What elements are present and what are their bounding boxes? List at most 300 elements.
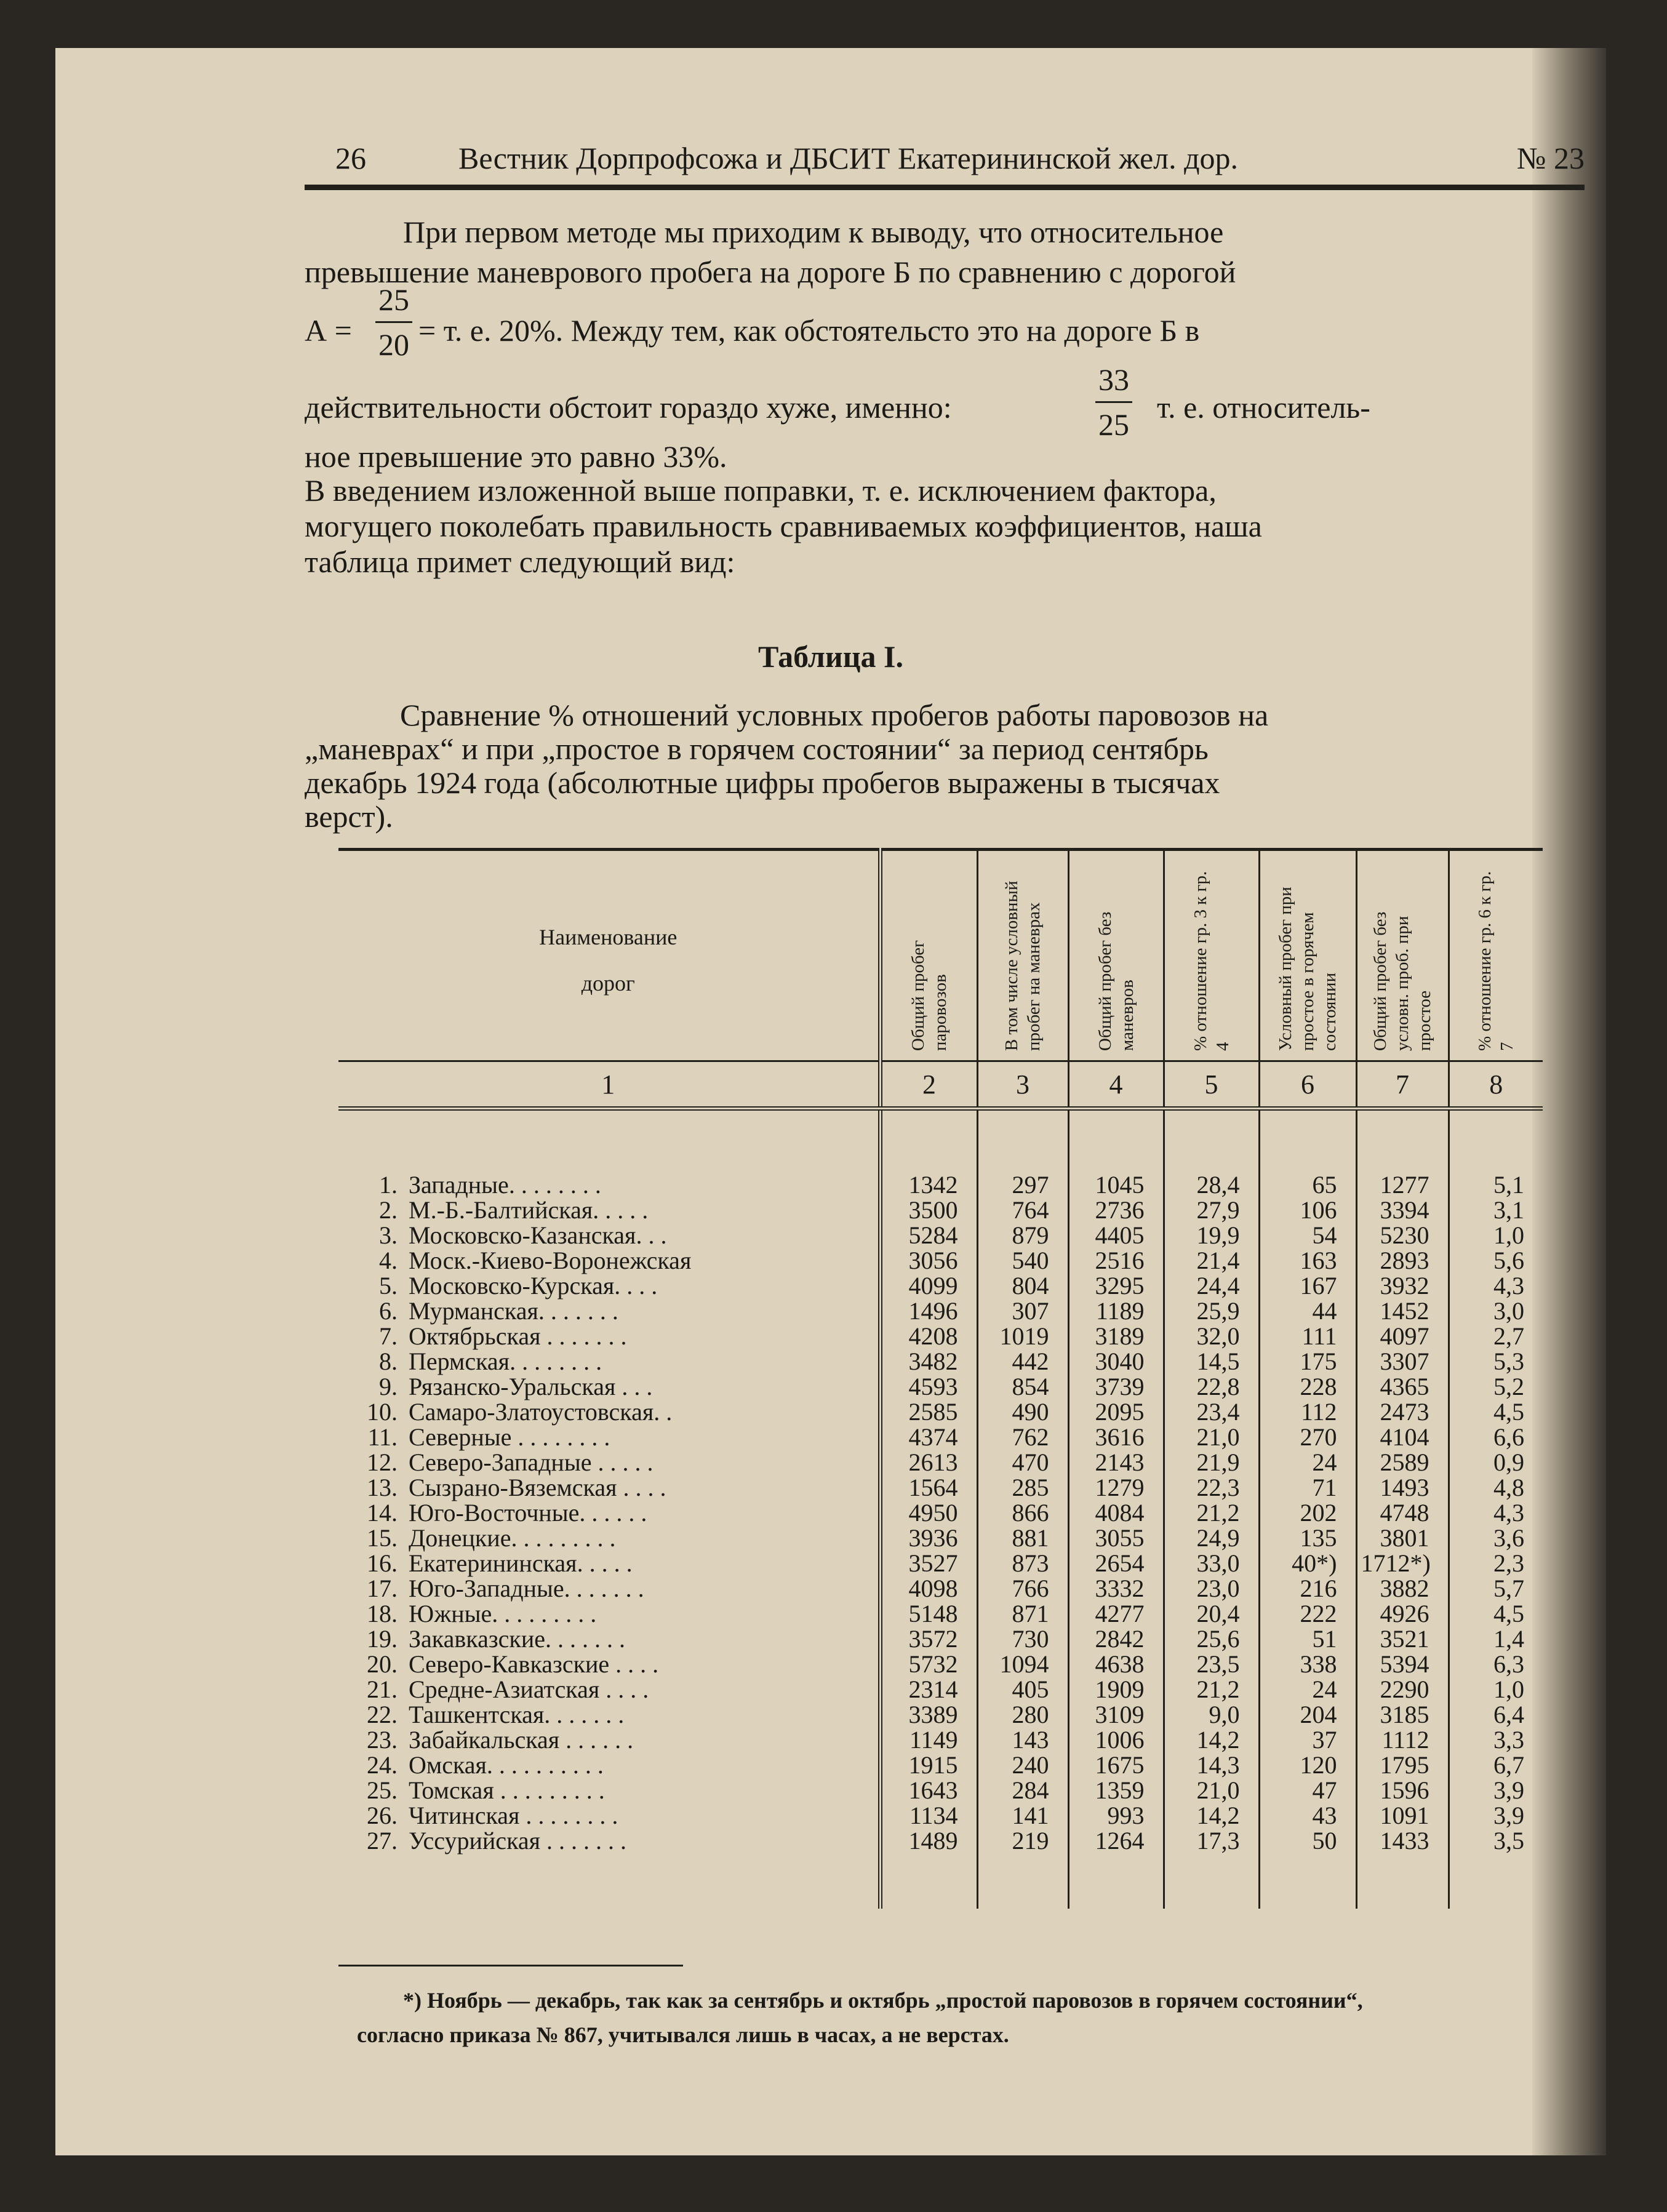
value-cell-col-7: 2473 — [1356, 1399, 1449, 1424]
value-cell-col-8: 5,3 — [1449, 1349, 1543, 1374]
value-cell-col-6: 228 — [1259, 1374, 1356, 1399]
fraction-denominator: 25 — [1098, 407, 1129, 442]
row-number: 4. — [379, 1247, 398, 1274]
table-row — [338, 1752, 1543, 1778]
value-cell-col-4: 3189 — [1068, 1324, 1164, 1349]
caption-line4: верст). — [305, 799, 393, 834]
road-name-cell — [338, 1752, 880, 1778]
value-cell-col-3: 240 — [977, 1752, 1068, 1778]
value-cell-col-5: 23,4 — [1164, 1399, 1259, 1424]
value-cell-col-3: 804 — [977, 1273, 1068, 1298]
road-name-cell — [338, 1248, 880, 1273]
value-cell-col-4: 2654 — [1068, 1551, 1164, 1576]
para1-line3-suffix: = т. е. 20%. Между тем, как обстоятельсто это на дороге Б в — [418, 313, 1200, 348]
value-cell-col-3: 442 — [977, 1349, 1068, 1374]
value-cell-col-2: 5732 — [880, 1651, 977, 1677]
table-row — [338, 1475, 1543, 1500]
road-name: Донецкие. . . . . . . . . — [409, 1524, 616, 1552]
row-number: 23. — [367, 1726, 398, 1754]
table-row — [338, 1223, 1543, 1248]
road-name: Московско-Курская. . . . — [409, 1272, 658, 1300]
table-row — [338, 1374, 1543, 1399]
value-cell-col-4: 1359 — [1068, 1778, 1164, 1803]
road-name: Юго-Западные. . . . . . . — [409, 1575, 644, 1602]
value-cell-col-8: 6,6 — [1449, 1424, 1543, 1450]
value-cell-col-5: 22,3 — [1164, 1475, 1259, 1500]
value-cell-col-2: 2613 — [880, 1450, 977, 1475]
row-number: 21. — [367, 1675, 398, 1703]
row-number: 8. — [379, 1348, 398, 1375]
road-name-cell — [338, 1450, 880, 1475]
col-number: 1 — [338, 1061, 880, 1109]
table-row — [338, 1626, 1543, 1651]
row-number: 15. — [367, 1524, 398, 1552]
value-cell-col-5: 24,4 — [1164, 1273, 1259, 1298]
value-cell-col-3: 764 — [977, 1197, 1068, 1223]
value-cell-col-8: 5,7 — [1449, 1576, 1543, 1601]
para1-line4-prefix: действительности обстоит гораздо хуже, именно: — [305, 390, 952, 425]
road-name-cell — [338, 1702, 880, 1727]
value-cell-col-2: 3056 — [880, 1248, 977, 1273]
value-cell-col-6: 65 — [1259, 1172, 1356, 1197]
value-cell-col-5: 25,9 — [1164, 1298, 1259, 1324]
road-name: Томская . . . . . . . . . — [409, 1776, 605, 1804]
value-cell-col-8: 3,3 — [1449, 1727, 1543, 1752]
col-number: 6 — [1259, 1061, 1356, 1109]
value-cell-col-4: 1045 — [1068, 1172, 1164, 1197]
table-spacer — [338, 1853, 1543, 1909]
row-number: 27. — [367, 1827, 398, 1855]
value-cell-col-2: 3389 — [880, 1702, 977, 1727]
issue-number: № 23 — [1516, 141, 1585, 175]
footnote-line1: *) Ноябрь — декабрь, так как за сентябрь и октябрь „простой паровозов в горячем состоянии“, — [403, 1988, 1363, 2013]
value-cell-col-7: 1091 — [1356, 1803, 1449, 1828]
value-cell-col-2: 2585 — [880, 1399, 977, 1424]
page-spine-shadow — [1532, 48, 1606, 2155]
value-cell-col-5: 25,6 — [1164, 1626, 1259, 1651]
road-name-cell — [338, 1828, 880, 1853]
col-number: 5 — [1164, 1061, 1259, 1109]
row-number: 10. — [367, 1398, 398, 1426]
caption-line3: декабрь 1924 года (абсолютные цифры пробегов выражены в тысячах — [305, 765, 1220, 800]
table-row — [338, 1500, 1543, 1525]
value-cell-col-3: 297 — [977, 1172, 1068, 1197]
road-name: Октябрьская . . . . . . . — [409, 1322, 627, 1350]
row-number: 24. — [367, 1751, 398, 1779]
table-row — [338, 1576, 1543, 1601]
road-name-cell — [338, 1551, 880, 1576]
value-cell-col-6: 175 — [1259, 1349, 1356, 1374]
value-cell-col-5: 21,2 — [1164, 1500, 1259, 1525]
road-name: Екатерининская. . . . . — [409, 1549, 633, 1577]
value-cell-col-4: 1264 — [1068, 1828, 1164, 1853]
value-cell-col-7: 3394 — [1356, 1197, 1449, 1223]
road-name: Омская. . . . . . . . . . — [409, 1751, 604, 1779]
para1-line4-suffix: т. е. относитель- — [1157, 390, 1370, 425]
value-cell-col-4: 3109 — [1068, 1702, 1164, 1727]
value-cell-col-6: 202 — [1259, 1500, 1356, 1525]
value-cell-col-4: 1279 — [1068, 1475, 1164, 1500]
header-name-line1: Наименование — [539, 925, 678, 949]
value-cell-col-3: 540 — [977, 1248, 1068, 1273]
value-cell-col-2: 4208 — [880, 1324, 977, 1349]
road-name: Северо-Западные . . . . . — [409, 1448, 654, 1476]
value-cell-col-8: 6,3 — [1449, 1651, 1543, 1677]
column-number-row — [338, 1061, 1543, 1109]
para2-line3: таблица примет следующий вид: — [305, 545, 735, 579]
value-cell-col-5: 17,3 — [1164, 1828, 1259, 1853]
table-row — [338, 1172, 1543, 1197]
road-name-cell — [338, 1324, 880, 1349]
value-cell-col-2: 1489 — [880, 1828, 977, 1853]
book-page — [55, 48, 1606, 2155]
value-cell-col-8: 6,7 — [1449, 1752, 1543, 1778]
value-cell-col-6: 106 — [1259, 1197, 1356, 1223]
value-cell-col-5: 20,4 — [1164, 1601, 1259, 1626]
row-number: 14. — [367, 1499, 398, 1527]
value-cell-col-5: 23,5 — [1164, 1651, 1259, 1677]
value-cell-col-4: 1006 — [1068, 1727, 1164, 1752]
col-number: 7 — [1356, 1061, 1449, 1109]
road-name: Забайкальская . . . . . . — [409, 1726, 634, 1754]
table-row — [338, 1651, 1543, 1677]
value-cell-col-6: 50 — [1259, 1828, 1356, 1853]
value-cell-col-7: 1433 — [1356, 1828, 1449, 1853]
row-number: 5. — [379, 1272, 398, 1300]
road-name-cell — [338, 1778, 880, 1803]
row-number: 12. — [367, 1448, 398, 1476]
value-cell-col-3: 490 — [977, 1399, 1068, 1424]
value-cell-col-5: 23,0 — [1164, 1576, 1259, 1601]
road-name: Северные . . . . . . . . — [409, 1423, 610, 1451]
value-cell-col-5: 21,0 — [1164, 1778, 1259, 1803]
value-cell-col-6: 40*) — [1259, 1551, 1356, 1576]
value-cell-col-7: 4748 — [1356, 1500, 1449, 1525]
road-name-cell — [338, 1223, 880, 1248]
road-name: Мурманская. . . . . . . — [409, 1297, 618, 1325]
value-cell-col-6: 120 — [1259, 1752, 1356, 1778]
value-cell-col-5: 27,9 — [1164, 1197, 1259, 1223]
value-cell-col-3: 280 — [977, 1702, 1068, 1727]
road-name: Западные. . . . . . . . — [409, 1171, 601, 1199]
value-cell-col-7: 1493 — [1356, 1475, 1449, 1500]
road-name-cell — [338, 1273, 880, 1298]
value-cell-col-4: 2736 — [1068, 1197, 1164, 1223]
value-cell-col-5: 21,4 — [1164, 1248, 1259, 1273]
footnote-rule — [338, 1965, 683, 1966]
road-name: Северо-Кавказские . . . . — [409, 1650, 659, 1678]
header-col-7: Общий пробег без условн. проб. при простое — [1356, 850, 1449, 1061]
road-name-cell — [338, 1626, 880, 1651]
value-cell-col-8: 4,5 — [1449, 1601, 1543, 1626]
value-cell-col-4: 3332 — [1068, 1576, 1164, 1601]
value-cell-col-2: 3936 — [880, 1525, 977, 1551]
value-cell-col-7: 1452 — [1356, 1298, 1449, 1324]
row-number: 3. — [379, 1221, 398, 1249]
value-cell-col-8: 2,7 — [1449, 1324, 1543, 1349]
value-cell-col-4: 4084 — [1068, 1500, 1164, 1525]
header-col-4: Общий пробег без маневров — [1068, 850, 1164, 1061]
value-cell-col-6: 135 — [1259, 1525, 1356, 1551]
road-name-cell — [338, 1197, 880, 1223]
journal-title: Вестник Дорпрофсожа и ДБСИТ Екатерининской жел. дор. — [458, 141, 1239, 175]
row-number: 26. — [367, 1802, 398, 1829]
value-cell-col-4: 4277 — [1068, 1601, 1164, 1626]
value-cell-col-6: 112 — [1259, 1399, 1356, 1424]
road-name-cell — [338, 1803, 880, 1828]
row-number: 7. — [379, 1322, 398, 1350]
road-name-cell — [338, 1374, 880, 1399]
value-cell-col-4: 2095 — [1068, 1399, 1164, 1424]
value-cell-col-5: 28,4 — [1164, 1172, 1259, 1197]
value-cell-col-8: 1,0 — [1449, 1677, 1543, 1702]
value-cell-col-2: 1564 — [880, 1475, 977, 1500]
value-cell-col-6: 43 — [1259, 1803, 1356, 1828]
value-cell-col-3: 284 — [977, 1778, 1068, 1803]
caption-line2: „маневрах“ и при „простое в горячем состоянии“ за период сентябрь — [305, 732, 1209, 766]
value-cell-col-5: 24,9 — [1164, 1525, 1259, 1551]
value-cell-col-7: 4104 — [1356, 1424, 1449, 1450]
row-number: 17. — [367, 1575, 398, 1602]
table-row — [338, 1424, 1543, 1450]
table-row — [338, 1601, 1543, 1626]
value-cell-col-7: 3307 — [1356, 1349, 1449, 1374]
value-cell-col-7: 5394 — [1356, 1651, 1449, 1677]
fraction-25-20 — [375, 282, 412, 362]
table-row — [338, 1727, 1543, 1752]
value-cell-col-5: 19,9 — [1164, 1223, 1259, 1248]
value-cell-col-3: 762 — [977, 1424, 1068, 1450]
value-cell-col-7: 4097 — [1356, 1324, 1449, 1349]
value-cell-col-8: 4,8 — [1449, 1475, 1543, 1500]
value-cell-col-8: 5,6 — [1449, 1248, 1543, 1273]
road-name-cell — [338, 1677, 880, 1702]
value-cell-col-4: 1909 — [1068, 1677, 1164, 1702]
value-cell-col-6: 54 — [1259, 1223, 1356, 1248]
value-cell-col-6: 204 — [1259, 1702, 1356, 1727]
fraction-bar — [375, 321, 412, 323]
table-row — [338, 1778, 1543, 1803]
row-number: 9. — [379, 1373, 398, 1400]
value-cell-col-6: 216 — [1259, 1576, 1356, 1601]
value-cell-col-2: 1915 — [880, 1752, 977, 1778]
road-name: Моск.-Киево-Воронежская — [409, 1247, 692, 1274]
row-number: 16. — [367, 1549, 398, 1577]
table-row — [338, 1349, 1543, 1374]
value-cell-col-6: 51 — [1259, 1626, 1356, 1651]
road-name: Пермская. . . . . . . . — [409, 1348, 602, 1375]
value-cell-col-6: 167 — [1259, 1273, 1356, 1298]
value-cell-col-7: 1795 — [1356, 1752, 1449, 1778]
fraction-33-25 — [1095, 362, 1132, 442]
table-row — [338, 1273, 1543, 1298]
value-cell-col-3: 866 — [977, 1500, 1068, 1525]
row-number: 25. — [367, 1776, 398, 1804]
value-cell-col-4: 3040 — [1068, 1349, 1164, 1374]
table-row — [338, 1324, 1543, 1349]
row-number: 19. — [367, 1625, 398, 1653]
value-cell-col-7: 1712*) — [1356, 1551, 1449, 1576]
col-number: 3 — [977, 1061, 1068, 1109]
value-cell-col-4: 3295 — [1068, 1273, 1164, 1298]
value-cell-col-5: 32,0 — [1164, 1324, 1259, 1349]
row-number: 22. — [367, 1701, 398, 1728]
value-cell-col-3: 285 — [977, 1475, 1068, 1500]
value-cell-col-4: 3616 — [1068, 1424, 1164, 1450]
header-col-8: % отношение гр. 6 к гр. 7 — [1449, 850, 1543, 1061]
value-cell-col-8: 0,9 — [1449, 1450, 1543, 1475]
row-number: 2. — [379, 1196, 398, 1224]
value-cell-col-7: 4926 — [1356, 1601, 1449, 1626]
value-cell-col-8: 4,5 — [1449, 1399, 1543, 1424]
value-cell-col-7: 3185 — [1356, 1702, 1449, 1727]
value-cell-col-2: 1342 — [880, 1172, 977, 1197]
row-number: 13. — [367, 1474, 398, 1501]
value-cell-col-3: 879 — [977, 1223, 1068, 1248]
value-cell-col-4: 2842 — [1068, 1626, 1164, 1651]
para1-line1: При первом методе мы приходим к выводу, что относительное — [403, 215, 1224, 249]
value-cell-col-3: 219 — [977, 1828, 1068, 1853]
road-name-cell — [338, 1727, 880, 1752]
value-cell-col-7: 5230 — [1356, 1223, 1449, 1248]
value-cell-col-2: 4593 — [880, 1374, 977, 1399]
road-name: Юго-Восточные. . . . . . — [409, 1499, 647, 1527]
value-cell-col-8: 3,0 — [1449, 1298, 1543, 1324]
table-row — [338, 1551, 1543, 1576]
value-cell-col-5: 21,9 — [1164, 1450, 1259, 1475]
fraction-numerator: 33 — [1098, 362, 1129, 397]
road-name-cell — [338, 1500, 880, 1525]
table-row — [338, 1702, 1543, 1727]
value-cell-col-4: 1189 — [1068, 1298, 1164, 1324]
value-cell-col-2: 4374 — [880, 1424, 977, 1450]
value-cell-col-4: 4638 — [1068, 1651, 1164, 1677]
value-cell-col-4: 2143 — [1068, 1450, 1164, 1475]
road-name: Средне-Азиатская . . . . — [409, 1675, 649, 1703]
header-rule — [305, 185, 1585, 190]
road-name-cell — [338, 1601, 880, 1626]
value-cell-col-8: 5,1 — [1449, 1172, 1543, 1197]
table-row — [338, 1248, 1543, 1273]
value-cell-col-2: 3500 — [880, 1197, 977, 1223]
value-cell-col-7: 2589 — [1356, 1450, 1449, 1475]
value-cell-col-8: 3,9 — [1449, 1803, 1543, 1828]
para1-line5: ное превышение это равно 33%. — [305, 439, 727, 474]
caption-line1: Сравнение % отношений условных пробегов работы паровозов на — [400, 698, 1269, 732]
value-cell-col-2: 4950 — [880, 1500, 977, 1525]
table-row — [338, 1197, 1543, 1223]
value-cell-col-3: 873 — [977, 1551, 1068, 1576]
value-cell-col-2: 3527 — [880, 1551, 977, 1576]
value-cell-col-2: 1643 — [880, 1778, 977, 1803]
road-name-cell — [338, 1172, 880, 1197]
table-row — [338, 1828, 1543, 1853]
col-number: 2 — [880, 1061, 977, 1109]
table-row — [338, 1677, 1543, 1702]
value-cell-col-8: 4,3 — [1449, 1273, 1543, 1298]
value-cell-col-2: 4098 — [880, 1576, 977, 1601]
row-number: 11. — [367, 1423, 398, 1451]
road-name: Закавказские. . . . . . . — [409, 1625, 625, 1653]
table-row — [338, 1803, 1543, 1828]
fraction-numerator: 25 — [378, 282, 409, 317]
value-cell-col-7: 2893 — [1356, 1248, 1449, 1273]
table-title: Таблица I. — [758, 639, 903, 674]
value-cell-col-3: 730 — [977, 1626, 1068, 1651]
header-col-6: Условный пробег при простое в горячем состоянии — [1259, 850, 1356, 1061]
road-name: Московско-Казанская. . . — [409, 1221, 667, 1249]
road-name: М.-Б.-Балтийская. . . . . — [409, 1196, 649, 1224]
value-cell-col-8: 1,0 — [1449, 1223, 1543, 1248]
value-cell-col-2: 3482 — [880, 1349, 977, 1374]
value-cell-col-8: 3,5 — [1449, 1828, 1543, 1853]
road-name: Самаро-Златоустовская. . — [409, 1398, 673, 1426]
value-cell-col-7: 3932 — [1356, 1273, 1449, 1298]
header-col-5: % отношение гр. 3 к гр. 4 — [1164, 850, 1259, 1061]
value-cell-col-2: 3572 — [880, 1626, 977, 1651]
para1-line2: превышение маневрового пробега на дороге Б по сравнению с дорогой — [305, 255, 1236, 289]
table-row — [338, 1298, 1543, 1324]
road-name-cell — [338, 1475, 880, 1500]
value-cell-col-6: 163 — [1259, 1248, 1356, 1273]
value-cell-col-7: 3801 — [1356, 1525, 1449, 1551]
value-cell-col-4: 4405 — [1068, 1223, 1164, 1248]
value-cell-col-7: 1112 — [1356, 1727, 1449, 1752]
road-name-cell — [338, 1651, 880, 1677]
value-cell-col-3: 1019 — [977, 1324, 1068, 1349]
value-cell-col-8: 3,9 — [1449, 1778, 1543, 1803]
value-cell-col-3: 854 — [977, 1374, 1068, 1399]
value-cell-col-8: 6,4 — [1449, 1702, 1543, 1727]
para2-line2: могущего поколебать правильность сравниваемых коэффициентов, наша — [305, 509, 1262, 543]
col-number: 4 — [1068, 1061, 1164, 1109]
table-row — [338, 1525, 1543, 1551]
value-cell-col-7: 3521 — [1356, 1626, 1449, 1651]
row-number: 6. — [379, 1297, 398, 1325]
value-cell-col-8: 1,4 — [1449, 1626, 1543, 1651]
value-cell-col-6: 222 — [1259, 1601, 1356, 1626]
value-cell-col-4: 1675 — [1068, 1752, 1164, 1778]
value-cell-col-5: 14,2 — [1164, 1803, 1259, 1828]
value-cell-col-8: 2,3 — [1449, 1551, 1543, 1576]
value-cell-col-4: 993 — [1068, 1803, 1164, 1828]
value-cell-col-8: 4,3 — [1449, 1500, 1543, 1525]
value-cell-col-3: 307 — [977, 1298, 1068, 1324]
road-name-cell — [338, 1576, 880, 1601]
value-cell-col-5: 9,0 — [1164, 1702, 1259, 1727]
value-cell-col-5: 14,2 — [1164, 1727, 1259, 1752]
value-cell-col-3: 470 — [977, 1450, 1068, 1475]
value-cell-col-6: 24 — [1259, 1677, 1356, 1702]
value-cell-col-7: 1596 — [1356, 1778, 1449, 1803]
table-row — [338, 1450, 1543, 1475]
road-name: Южные. . . . . . . . . — [409, 1600, 597, 1627]
para1-line3-prefix: А = — [305, 313, 352, 348]
value-cell-col-4: 3739 — [1068, 1374, 1164, 1399]
road-name: Рязанско-Уральская . . . — [409, 1373, 653, 1400]
value-cell-col-6: 338 — [1259, 1651, 1356, 1677]
value-cell-col-4: 2516 — [1068, 1248, 1164, 1273]
col-number: 8 — [1449, 1061, 1543, 1109]
road-name-cell — [338, 1298, 880, 1324]
value-cell-col-2: 5148 — [880, 1601, 977, 1626]
value-cell-col-7: 3882 — [1356, 1576, 1449, 1601]
value-cell-col-3: 143 — [977, 1727, 1068, 1752]
fraction-bar — [1095, 401, 1132, 403]
value-cell-col-2: 1134 — [880, 1803, 977, 1828]
header-col-3: В том числе условный пробег на маневрах — [977, 850, 1068, 1061]
value-cell-col-2: 1149 — [880, 1727, 977, 1752]
